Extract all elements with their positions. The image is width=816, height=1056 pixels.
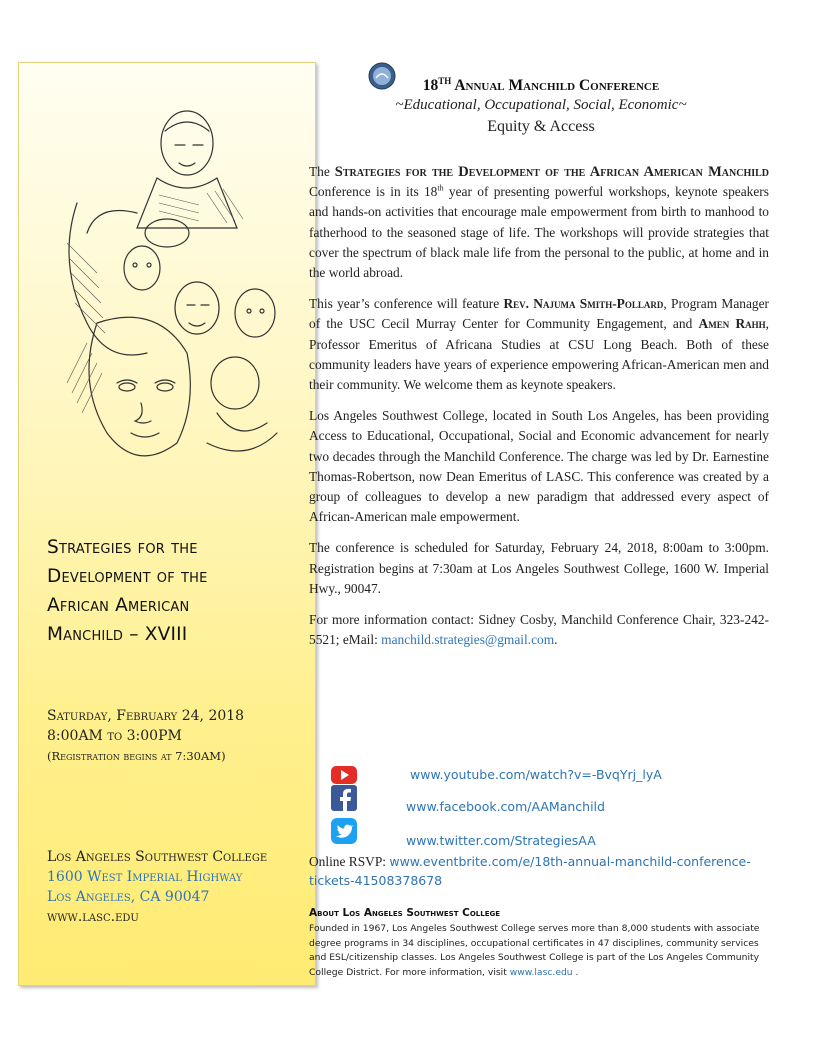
conference-subtitle: ~Educational, Occupational, Social, Economic~ bbox=[395, 97, 687, 114]
speaker-name: Rev. Najuma Smith-Pollard bbox=[503, 296, 664, 312]
about-text bbox=[309, 922, 771, 980]
sketch-illustration bbox=[47, 83, 287, 493]
contact-email-link[interactable]: manchild.strategies@gmail.com bbox=[381, 632, 555, 648]
speakers-paragraph bbox=[309, 294, 769, 395]
contact-text: For more information contact: Sidney Cosby, Manchild Conference Chair, 323-242-5521; eMail: bbox=[309, 612, 769, 648]
sidebar-title-line: Strategies for the bbox=[47, 537, 198, 558]
title-number: 18 bbox=[422, 77, 439, 95]
about-end: . bbox=[572, 966, 579, 978]
about-website-link[interactable]: www.lasc.edu bbox=[509, 966, 573, 978]
sidebar-registration: (Registration begins at 7:30AM) bbox=[47, 749, 226, 763]
college-paragraph: Los Angeles Southwest College, located in South Los Angeles, has been providing Access to Educational, Occupational, Social and Economic advancement for nearly two decades through the Manchild Conference. The charge was led by Dr. Earnestine Thomas-Robertson, now Dean Emeritus of LASC. This conference was created by a group of colleagues to develop a new paradigm that addressed every aspect of African-American male empowerment. bbox=[309, 408, 769, 525]
intro-superscript: th bbox=[437, 183, 444, 193]
sidebar-street: 1600 West Imperial Highway bbox=[47, 869, 243, 885]
sidebar-title-line: African American bbox=[47, 595, 190, 616]
main-body bbox=[309, 162, 769, 661]
rsvp-link[interactable]: www.eventbrite.com/e/18th-annual-manchild-conference-tickets-41508378678 bbox=[309, 854, 751, 888]
sidebar-address-block bbox=[47, 847, 307, 927]
facebook-link[interactable]: www.facebook.com/AAManchild bbox=[406, 799, 605, 814]
sidebar-panel bbox=[18, 62, 316, 986]
contact-end: . bbox=[554, 632, 558, 648]
twitter-icon[interactable] bbox=[330, 817, 358, 845]
rsvp-line bbox=[309, 852, 771, 890]
twitter-link[interactable]: www.twitter.com/StrategiesAA bbox=[406, 833, 596, 848]
sidebar-title-line: Development of the bbox=[47, 566, 208, 587]
title-superscript: TH bbox=[438, 76, 452, 86]
facebook-icon[interactable] bbox=[330, 784, 358, 812]
sidebar-title bbox=[47, 533, 297, 649]
intro-paragraph bbox=[309, 162, 769, 283]
sidebar-website-link[interactable]: www.lasc.edu bbox=[47, 909, 139, 925]
about-heading: About Los Angeles Southwest College bbox=[309, 907, 501, 919]
conference-name: Strategies for the Development of the African American Manchild bbox=[334, 164, 770, 180]
sidebar-college: Los Angeles Southwest College bbox=[47, 849, 268, 865]
speaker-name: Amen Rahh bbox=[698, 316, 766, 332]
contact-paragraph bbox=[309, 610, 769, 650]
facebook-row bbox=[330, 784, 770, 812]
conference-title bbox=[310, 76, 772, 95]
speakers-text-a: , Program Manager of the USC Cecil Murray Center for Community Engagement, and bbox=[309, 296, 769, 332]
conference-tagline: Equity & Access bbox=[487, 118, 595, 136]
speakers-intro: This year’s conference will feature bbox=[309, 296, 504, 312]
title-text: Annual Manchild Conference bbox=[451, 77, 660, 95]
conference-header bbox=[310, 76, 772, 136]
about-body: Founded in 1967, Los Angeles Southwest College serves more than 8,000 students with associate degree programs in 34 disciplines, occupational certificates in 47 disciplines, community services and ESL/citizenship classes. Los Angeles Southwest College is part of the Los Angeles Community College District. For more information, visit bbox=[309, 923, 760, 978]
about-section bbox=[309, 907, 771, 980]
intro-text-b: year of presenting powerful workshops, keynote speakers and hands-on activities that encourage male empowerment from birth to manhood to fatherhood to the seasoned stage of life. The workshops will provide strategies that cover the spectrum of black male life from the personal to the public, at home and in the world abroad. bbox=[309, 184, 769, 281]
rsvp-label: Online RSVP: bbox=[309, 854, 390, 869]
sidebar-date: Saturday, February 24, 2018 bbox=[47, 708, 245, 724]
youtube-link[interactable]: www.youtube.com/watch?v=-BvqYrj_lyA bbox=[410, 767, 662, 782]
sidebar-city: Los Angeles, CA 90047 bbox=[47, 889, 210, 905]
sidebar-title-line: Manchild – XVIII bbox=[47, 624, 188, 645]
intro-the: The bbox=[309, 164, 335, 179]
speakers-text-b: , Professor Emeritus of Africana Studies at CSU Long Beach. Both of these community leaders have years of experience empowering African-American men and their community. We welcome them as keynote speakers. bbox=[309, 316, 770, 393]
intro-text-a: Conference is in its 18 bbox=[309, 184, 438, 200]
sidebar-date-block bbox=[47, 706, 307, 766]
schedule-paragraph: The conference is scheduled for Saturday, February 24, 2018, 8:00am to 3:00pm. Registration begins at 7:30am at Los Angeles Southwest College, 1600 W. Imperial Hwy., 90047. bbox=[309, 540, 769, 596]
sidebar-time: 8:00AM to 3:00PM bbox=[47, 728, 182, 744]
twitter-row bbox=[330, 817, 770, 848]
